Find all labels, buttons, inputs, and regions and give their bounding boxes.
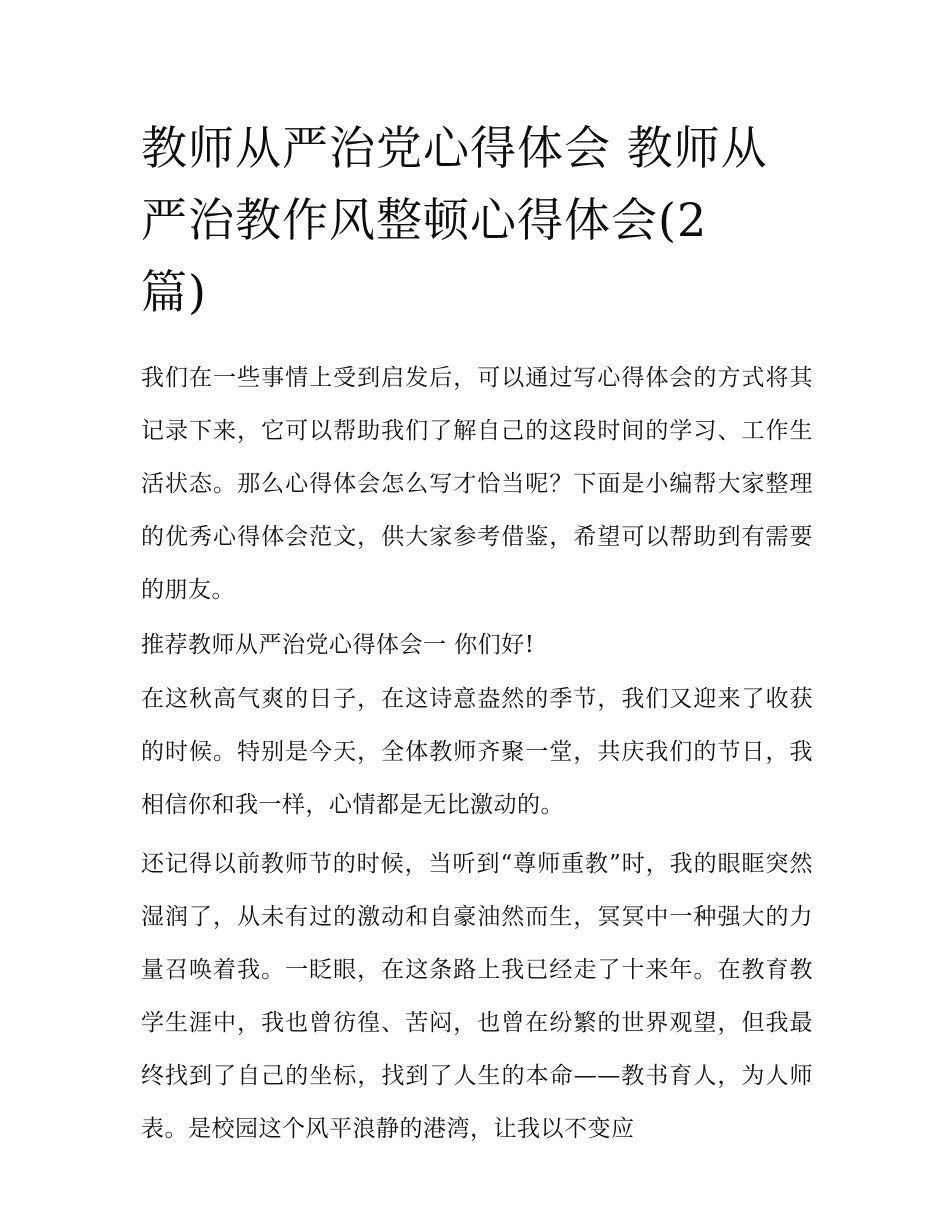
greeting-paragraph: 推荐教师从严治党心得体会一 你们好! — [141, 632, 535, 658]
document-body — [141, 352, 813, 1156]
body-paragraph: 在这秋高气爽的日子，在这诗意盎然的季节，我们又迎来了收获的时候。特别是今天，全体教师齐聚一堂，共庆我们的节日，我相信你和我一样，心情都是无比激动的。 — [141, 686, 813, 818]
title-line: 教师从严治党心得体会 教师从 — [141, 121, 768, 175]
title-line: 篇) — [141, 265, 207, 319]
document-title — [141, 112, 813, 328]
document-page — [141, 112, 813, 1162]
title-line: 严治教作风整顿心得体会(2 — [141, 193, 708, 247]
intro-paragraph: 我们在一些事情上受到启发后，可以通过写心得体会的方式将其记录下来，它可以帮助我们了解自己的这段时间的学习、工作生活状态。那么心得体会怎么写才恰当呢？下面是小编帮大家整理的优秀心得体会范文，供大家参考借鉴，希望可以帮助到有需要的朋友。 — [141, 365, 813, 603]
body-paragraph: 还记得以前教师节的时候，当听到“尊师重教”时，我的眼眶突然湿润了，从未有过的激动和自豪油然而生，冥冥中一种强大的力量召唤着我。一眨眼，在这条路上我已经走了十来年。在教育教学生涯中，我也曾彷徨、苦闷，也曾在纷繁的世界观望，但我最终找到了自己的坐标，找到了人生的本命——教书育人，为人师表。是校园这个风平浪静的港湾，让我以不变应 — [141, 851, 813, 1142]
